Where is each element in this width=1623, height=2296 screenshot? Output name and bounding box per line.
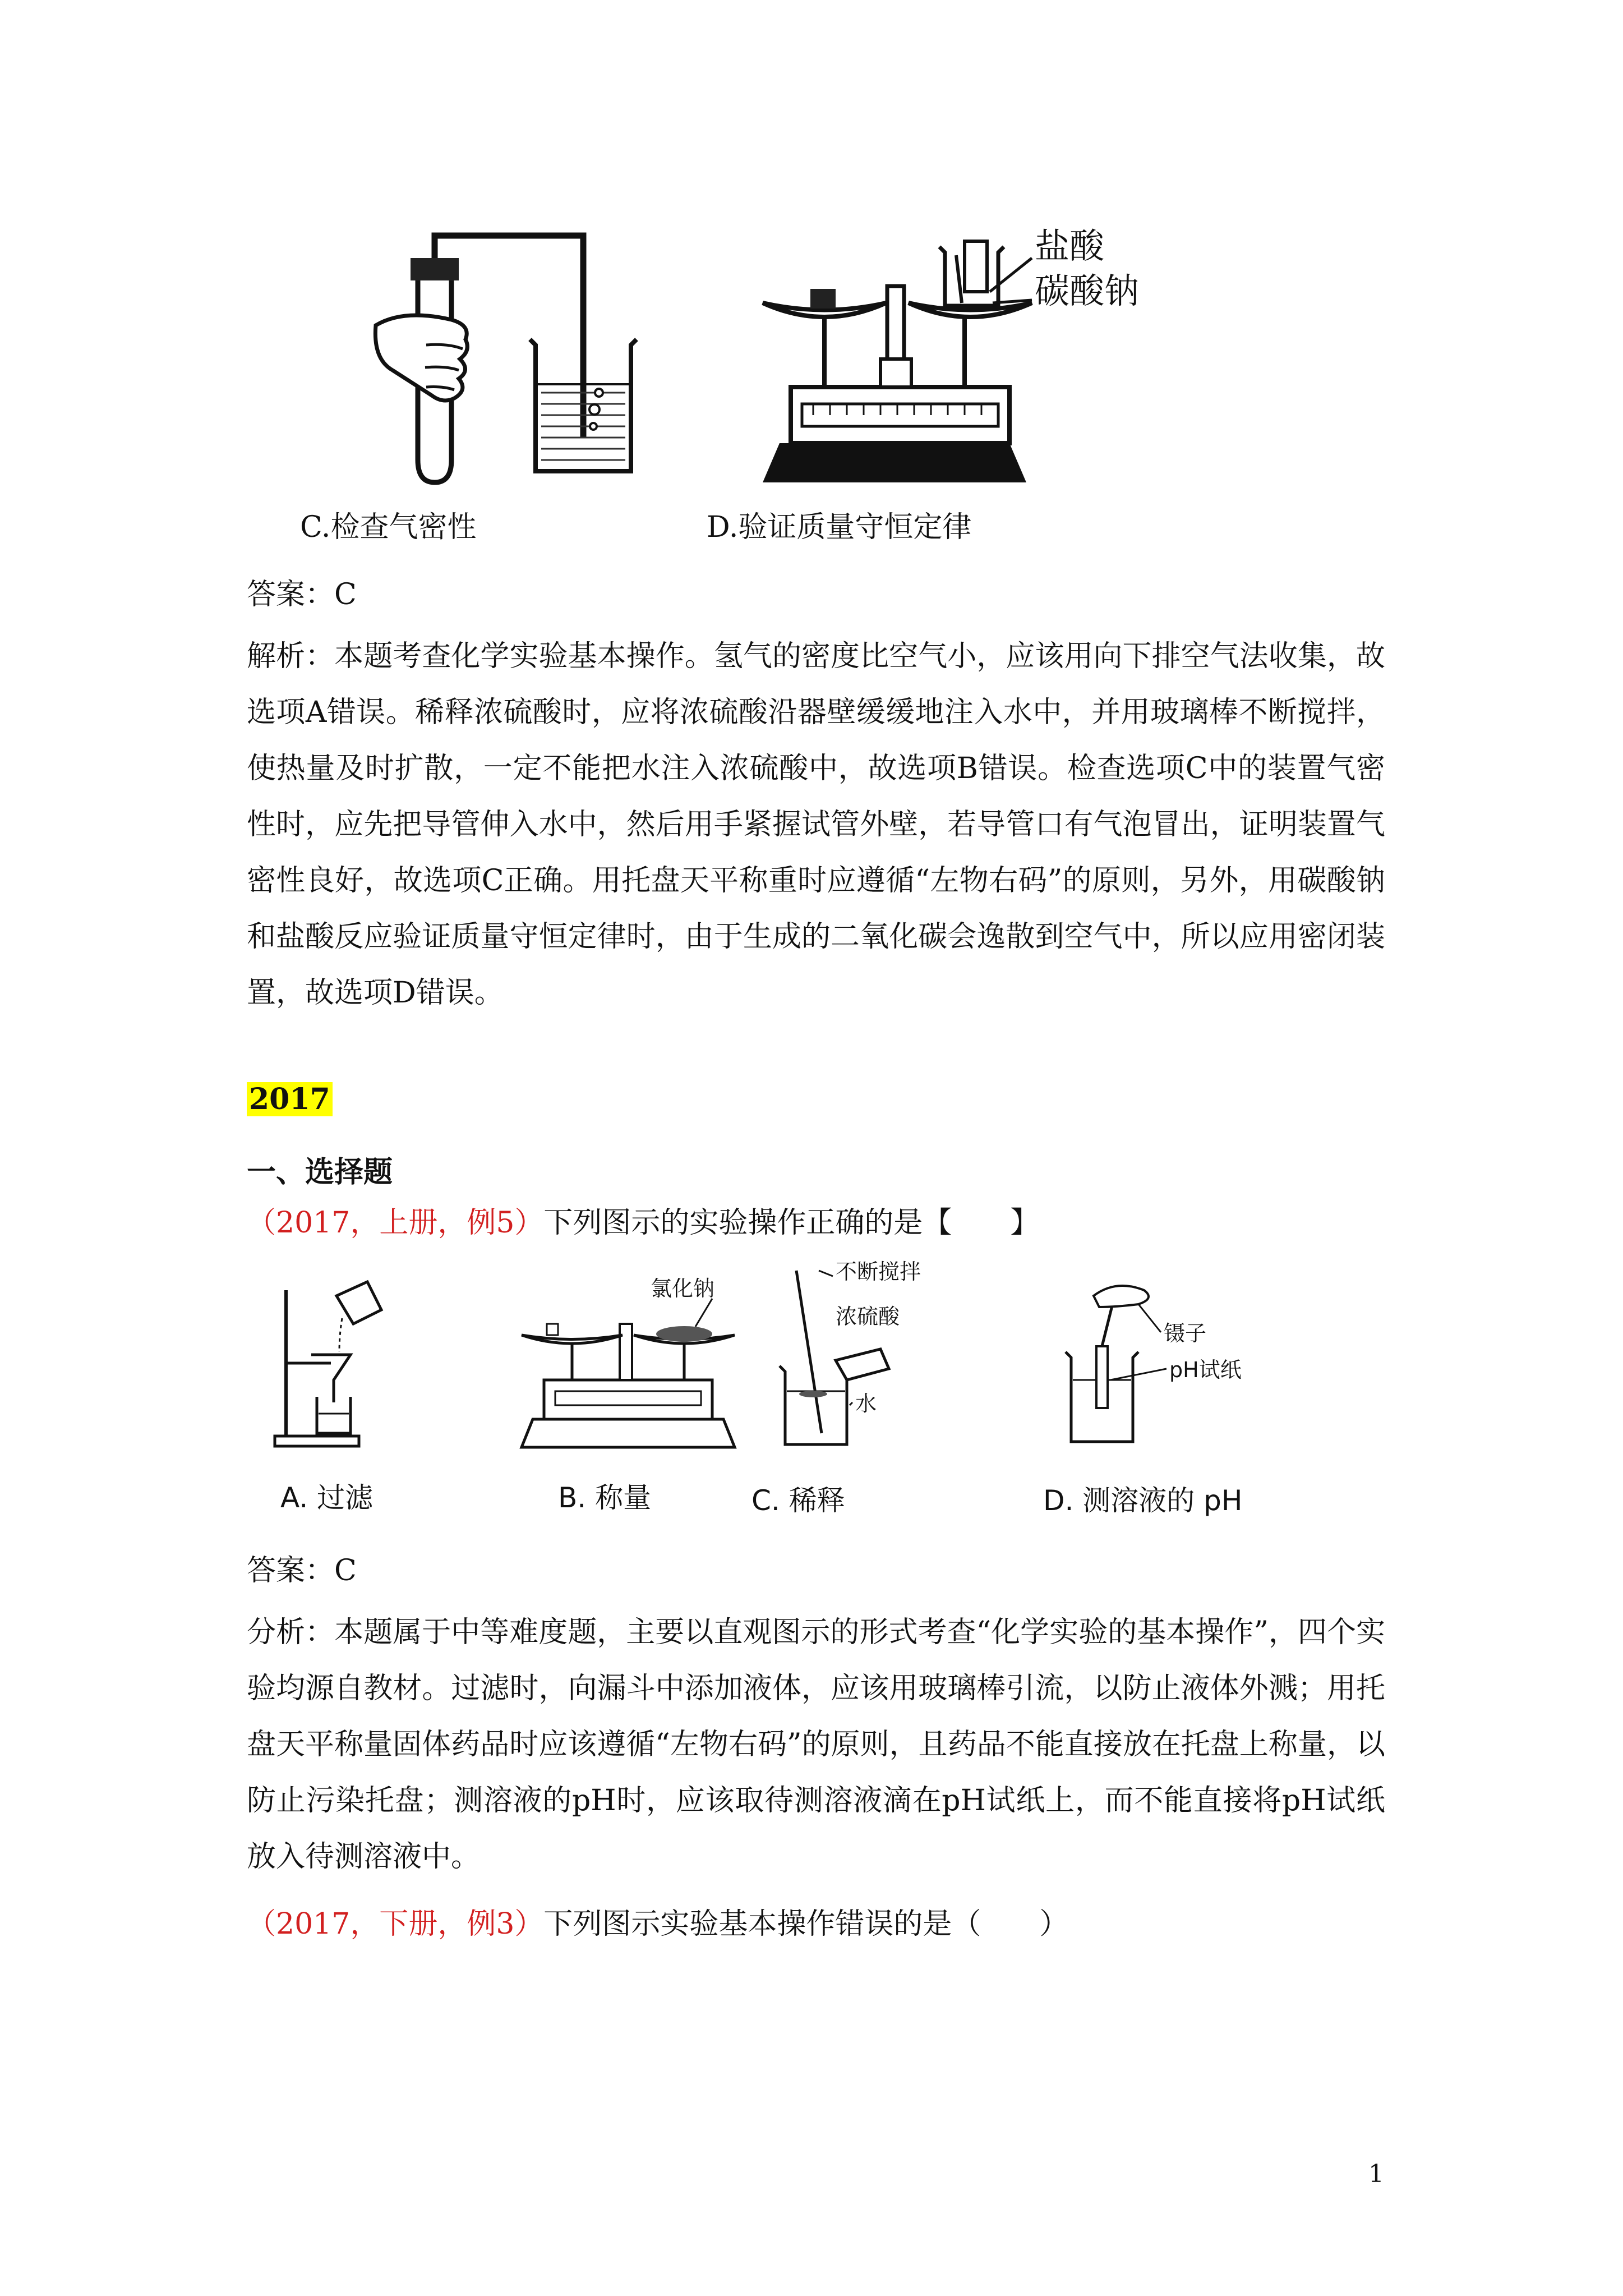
figure-airtightness-check xyxy=(359,224,673,505)
question-2-line xyxy=(247,1907,1068,1941)
fig-d-caption-q1: D. 测溶液的 pH xyxy=(1043,1484,1243,1517)
question-1-answer: 答案：C xyxy=(247,1554,357,1588)
figure-weighing xyxy=(510,1268,768,1453)
question-1-line xyxy=(247,1206,1039,1240)
year-heading: 2017 xyxy=(247,1083,333,1116)
question-1-source: （2017，上册，例5） xyxy=(247,1206,544,1240)
figure-filtration xyxy=(269,1268,393,1453)
analysis-paragraph: 解析：本题考查化学实验基本操作。氢气的密度比空气小，应该用向下排空气法收集，故选项A错误。稀释浓硫酸时，应将浓硫酸沿器壁缓缓地注入水中，并用玻璃棒不断搅拌，使热量及时扩散，一定不能把水注入浓硫酸中，故选项B错误。检查选项C中的装置气密性时，应先把导管伸入水中，然后用手紧握试管外壁，若导管口有气泡冒出，证明装置气密性良好，故选项C正确。用托盘天平称重时应遵循“左物右码”的原则，另外，用碳酸钠和盐酸反应验证质量守恒定律时，由于生成的二氧化碳会逸散到空气中，所以应用密闭装置，故选项D错误。 xyxy=(247,639,1385,1010)
label-water: 水 xyxy=(855,1391,877,1416)
label-tweezers: 镊子 xyxy=(1164,1321,1207,1346)
question-1-analysis: 分析：本题属于中等难度题，主要以直观图示的形式考查“化学实验的基本操作”，四个实验均源自教材。过滤时，向漏斗中添加液体，应该用玻璃棒引流，以防止液体外溅；用托盘天平称量固体药品时应该遵循“左物右码”的原则，且药品不能直接放在托盘上称量，以防止污染托盘；测溶液的pH时，应该取待测溶液滴在pH试纸上，而不能直接将pH试纸放入待测溶液中。 xyxy=(247,1616,1385,1874)
label-continuous-stirring: 不断搅拌 xyxy=(836,1259,921,1284)
answer-line: 答案：C xyxy=(247,578,357,611)
question-1-stem: 下列图示的实验操作正确的是【 】 xyxy=(543,1206,1040,1240)
page-number: 1 xyxy=(1368,2160,1384,2188)
label-sodium-chloride: 氯化钠 xyxy=(651,1276,715,1301)
fig-c-caption-q1: C. 稀释 xyxy=(751,1484,845,1517)
fig-d-caption: D.验证质量守恒定律 xyxy=(707,510,972,544)
label-sodium-carbonate: 碳酸钠 xyxy=(1035,270,1140,311)
fig-b-caption: B. 称量 xyxy=(558,1481,652,1514)
fig-c-caption: C.检查气密性 xyxy=(300,510,477,544)
question-2-stem: 下列图示实验基本操作错误的是（ ） xyxy=(543,1907,1069,1941)
label-concentrated-sulfuric-acid: 浓硫酸 xyxy=(836,1304,900,1329)
label-ph-paper: pH试纸 xyxy=(1169,1358,1242,1382)
label-hydrochloric-acid: 盐酸 xyxy=(1035,226,1105,266)
figure-dilution xyxy=(768,1259,948,1453)
question-2-source: （2017，下册，例3） xyxy=(247,1907,544,1941)
fig-a-caption: A. 过滤 xyxy=(280,1481,374,1514)
figure-mass-conservation xyxy=(740,219,1166,510)
figure-measuring-ph xyxy=(1054,1268,1256,1453)
section-heading: 一、选择题 xyxy=(247,1155,393,1189)
